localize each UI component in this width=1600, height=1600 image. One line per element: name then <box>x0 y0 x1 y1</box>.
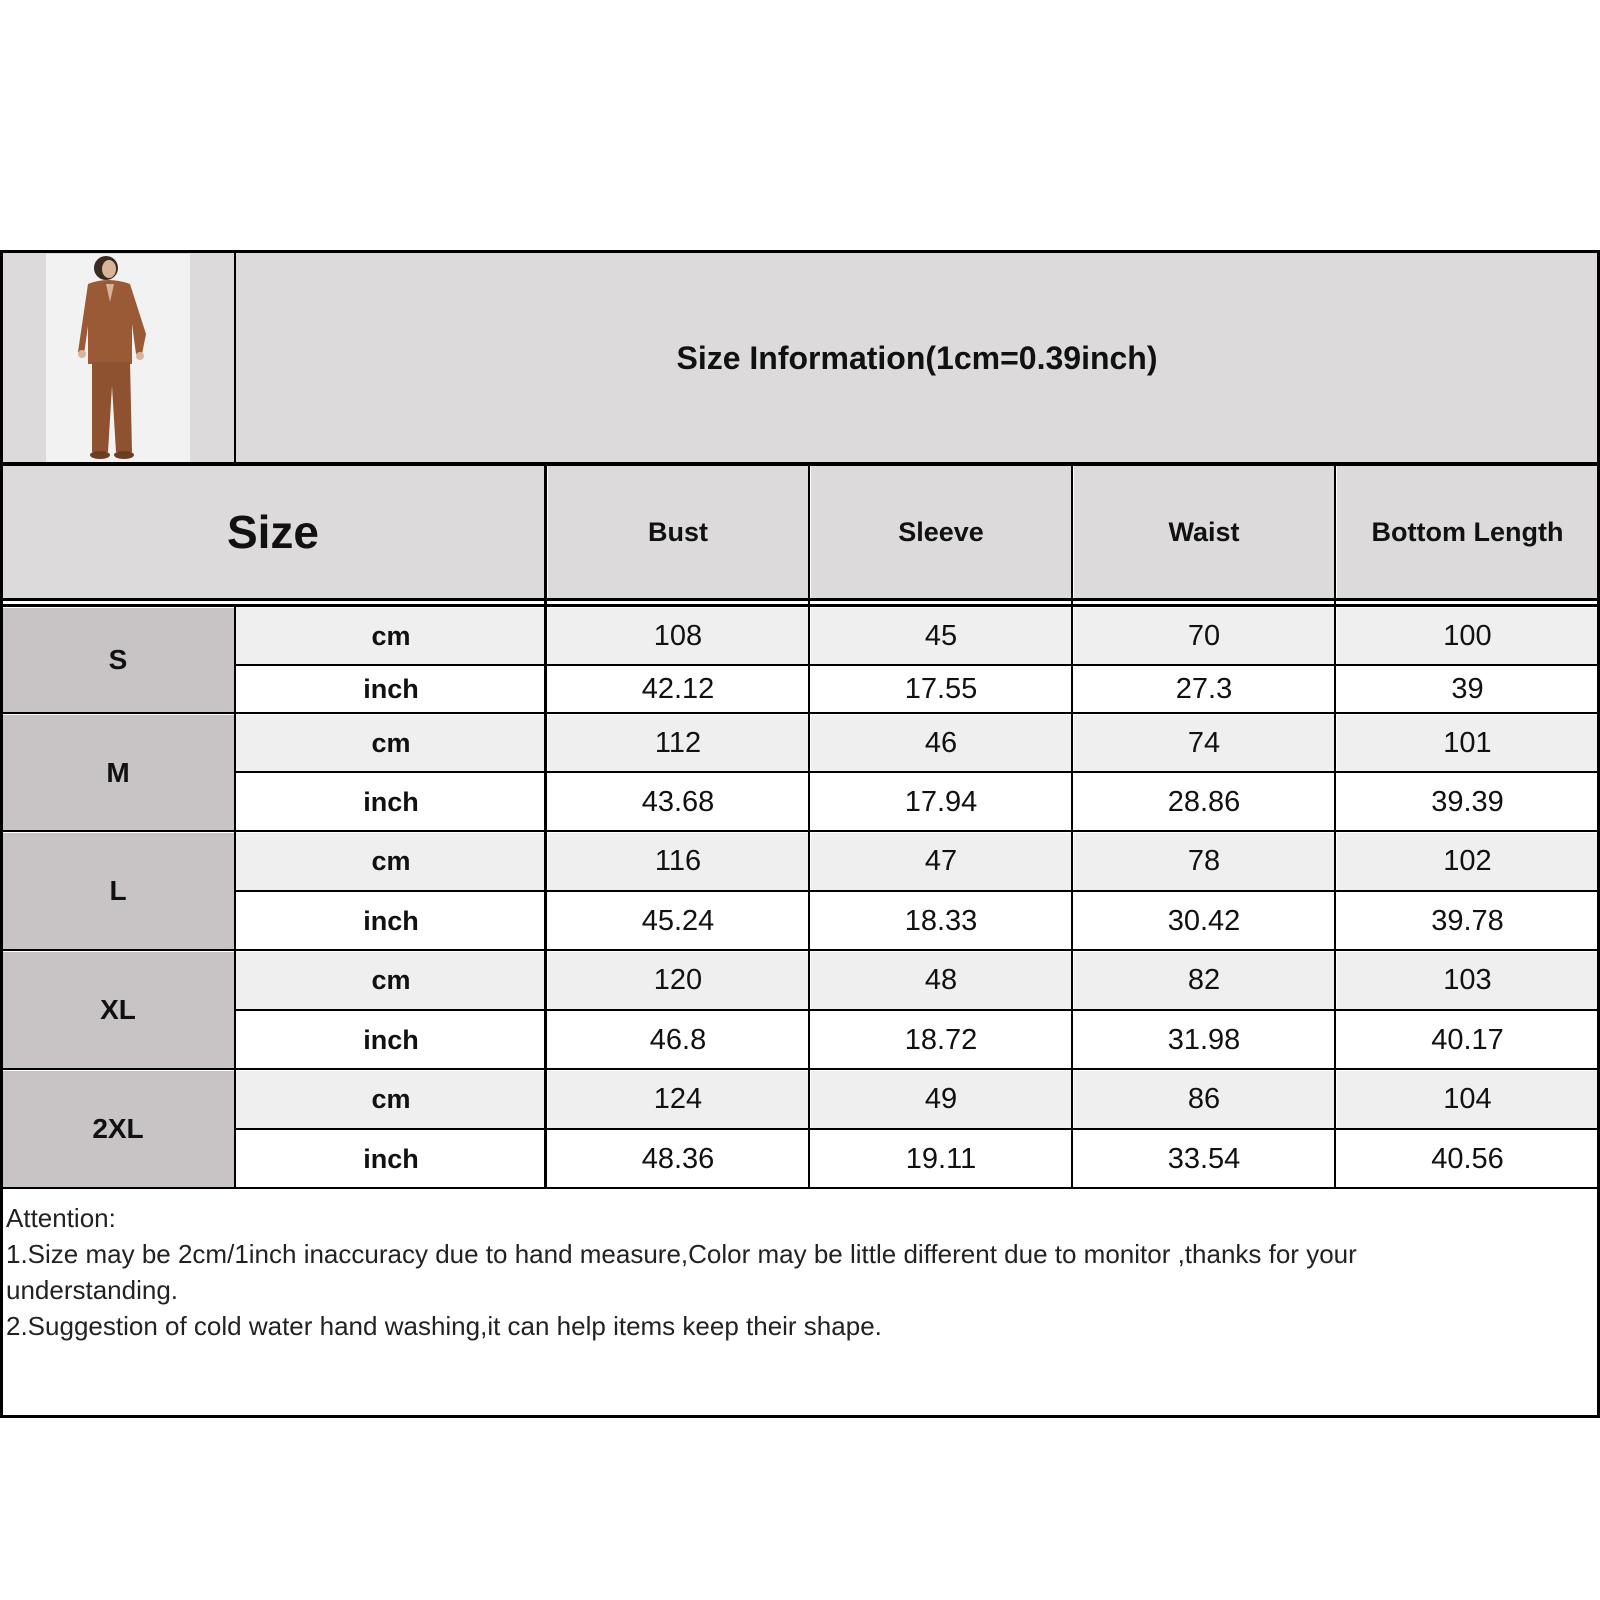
border-line <box>236 1128 1600 1130</box>
table-cell: 108 <box>548 608 808 664</box>
table-cell: 102 <box>1337 833 1598 890</box>
attention-notes <box>6 1200 1476 1344</box>
unit-inch: inch <box>236 1131 546 1187</box>
border-line <box>808 464 810 1188</box>
border-line <box>0 598 1600 601</box>
table-cell: 18.72 <box>811 1012 1071 1068</box>
unit-cm: cm <box>236 952 546 1009</box>
border-line <box>236 771 1600 773</box>
table-cell: 116 <box>548 833 808 890</box>
table-cell: 39.78 <box>1337 893 1598 949</box>
border-line <box>544 464 547 1188</box>
table-cell: 46.8 <box>548 1012 808 1068</box>
border-line <box>0 250 1600 253</box>
size-label: S <box>2 608 234 712</box>
size-label: L <box>2 833 234 949</box>
col-header-sleeve: Sleeve <box>811 466 1071 598</box>
table-cell: 43.68 <box>548 774 808 830</box>
border-line <box>0 604 1600 607</box>
border-line <box>236 1009 1600 1011</box>
notes-heading: Attention: <box>6 1203 116 1233</box>
table-cell: 70 <box>1074 608 1334 664</box>
border-line <box>234 250 236 464</box>
col-header-bust: Bust <box>548 466 808 598</box>
table-cell: 31.98 <box>1074 1012 1334 1068</box>
table-cell: 48 <box>811 952 1071 1009</box>
table-cell: 101 <box>1337 715 1598 771</box>
table-cell: 46 <box>811 715 1071 771</box>
unit-cm: cm <box>236 715 546 771</box>
border-line <box>0 1187 1600 1189</box>
table-cell: 42.12 <box>548 667 808 712</box>
col-header-bottom-length: Bottom Length <box>1337 466 1598 598</box>
table-cell: 30.42 <box>1074 893 1334 949</box>
unit-inch: inch <box>236 667 546 712</box>
border-line <box>0 250 3 1418</box>
note-item: 2.Suggestion of cold water hand washing,it can help items keep their shape. <box>6 1311 882 1341</box>
size-label: M <box>2 715 234 830</box>
border-line <box>236 664 1600 666</box>
border-line <box>1071 464 1073 1188</box>
unit-inch: inch <box>236 893 546 949</box>
product-image-cell <box>2 252 234 464</box>
table-cell: 49 <box>811 1071 1071 1128</box>
unit-inch: inch <box>236 774 546 830</box>
table-cell: 40.56 <box>1337 1131 1598 1187</box>
size-chart <box>0 250 1600 1418</box>
unit-cm: cm <box>236 833 546 890</box>
border-line <box>1334 464 1336 1188</box>
table-cell: 40.17 <box>1337 1012 1598 1068</box>
border-line <box>0 949 1600 951</box>
border-line <box>0 712 1600 714</box>
col-header-waist: Waist <box>1074 466 1334 598</box>
unit-cm: cm <box>236 1071 546 1128</box>
note-item: 1.Size may be 2cm/1inch inaccuracy due to hand measure,Color may be little different due to monitor ,thanks for your understanding. <box>6 1239 1365 1305</box>
border-line <box>0 1068 1600 1070</box>
table-cell: 39 <box>1337 667 1598 712</box>
table-cell: 18.33 <box>811 893 1071 949</box>
table-cell: 45 <box>811 608 1071 664</box>
table-cell: 78 <box>1074 833 1334 890</box>
table-cell: 45.24 <box>548 893 808 949</box>
size-label: XL <box>2 952 234 1068</box>
table-cell: 103 <box>1337 952 1598 1009</box>
chart-title: Size Information(1cm=0.39inch) <box>236 252 1598 464</box>
size-header: Size <box>2 466 544 598</box>
table-cell: 120 <box>548 952 808 1009</box>
table-cell: 17.55 <box>811 667 1071 712</box>
border-line <box>0 830 1600 832</box>
table-cell: 28.86 <box>1074 774 1334 830</box>
table-cell: 48.36 <box>548 1131 808 1187</box>
border-line <box>0 1415 1600 1418</box>
size-label: 2XL <box>2 1071 234 1187</box>
table-cell: 124 <box>548 1071 808 1128</box>
table-cell: 47 <box>811 833 1071 890</box>
border-line <box>234 606 236 1188</box>
table-cell: 82 <box>1074 952 1334 1009</box>
border-line <box>236 890 1600 892</box>
table-cell: 100 <box>1337 608 1598 664</box>
table-cell: 74 <box>1074 715 1334 771</box>
product-image <box>46 254 190 462</box>
unit-cm: cm <box>236 608 546 664</box>
table-cell: 27.3 <box>1074 667 1334 712</box>
table-cell: 39.39 <box>1337 774 1598 830</box>
table-cell: 17.94 <box>811 774 1071 830</box>
table-cell: 19.11 <box>811 1131 1071 1187</box>
table-cell: 86 <box>1074 1071 1334 1128</box>
table-cell: 112 <box>548 715 808 771</box>
table-cell: 104 <box>1337 1071 1598 1128</box>
table-cell: 33.54 <box>1074 1131 1334 1187</box>
border-line <box>0 462 1600 466</box>
unit-inch: inch <box>236 1012 546 1068</box>
